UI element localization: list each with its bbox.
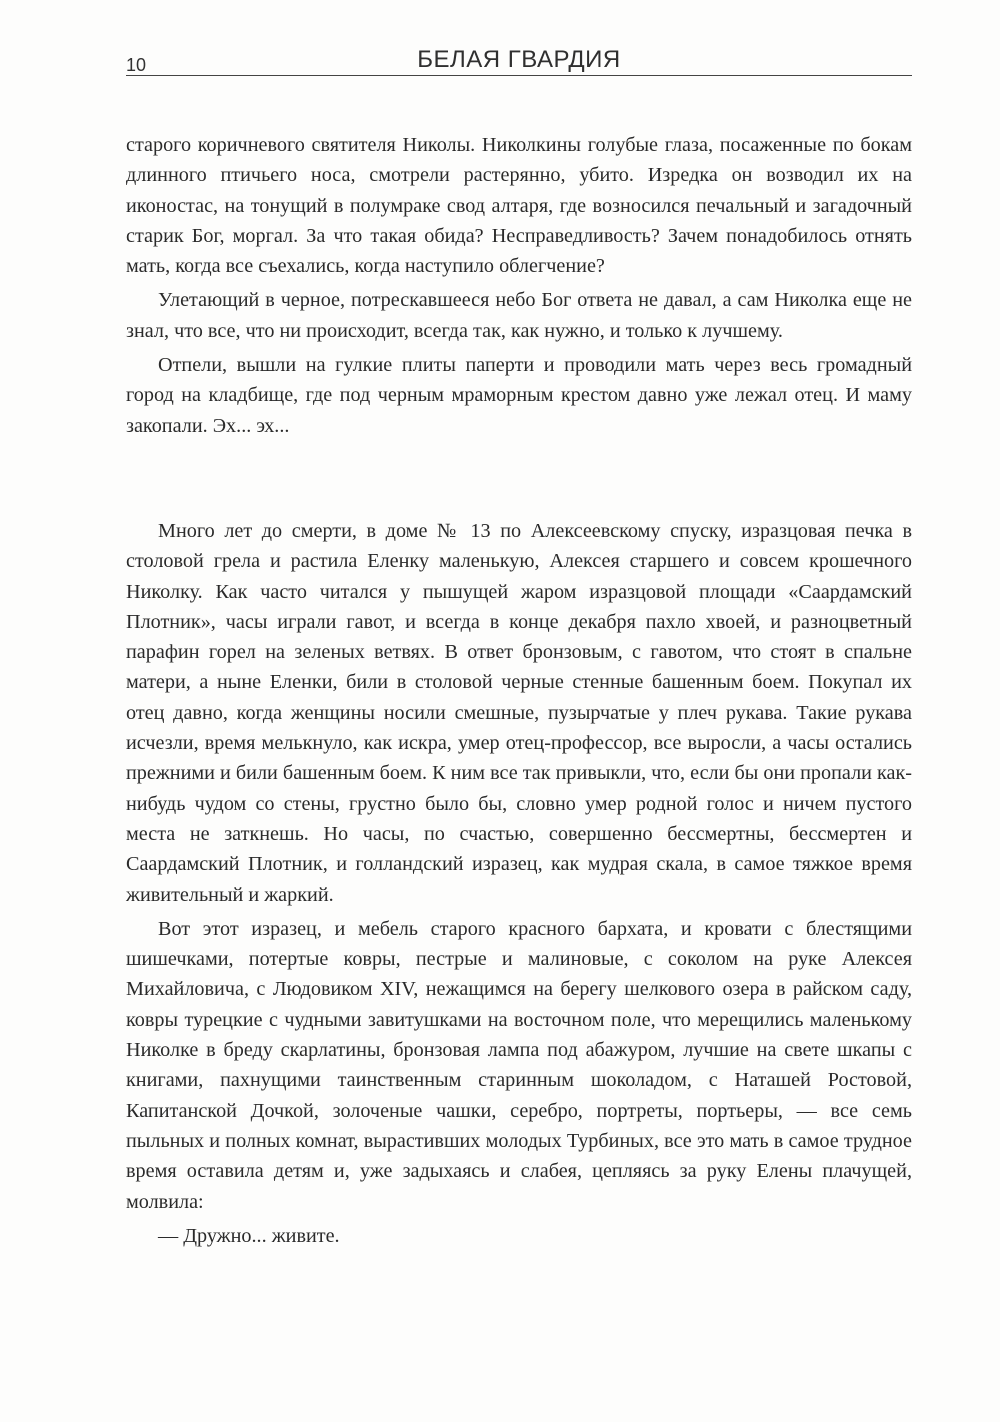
running-header xyxy=(126,38,912,80)
header-rule xyxy=(126,75,912,76)
text-block-funeral xyxy=(126,130,912,441)
paragraph-3: Отпели, вышли на гулкие плиты паперти и проводили мать через весь громадный город на кладбище, где под черным мраморным крестом давно уже лежал отец. И маму закопали. Эх... эх... xyxy=(126,354,912,437)
text-block-house xyxy=(126,516,912,1251)
paragraph-5: Вот этот изразец, и мебель старого красного бархата, и кровати с блестящими шишечками, потертые ковры, пестрые и малиновые, с соколом на руке Алексея Михайловича, с Людовиком XIV, нежащимся на берегу шелкового озера в райском саду, ковры турецкие с чудными завитушками на восточном поле, что мерещились маленькому Николке в бреду скарлатины, бронзовая лампа под абажуром, лучшие на свете шкапы с книгами, пахнущими таинственным старинным шоколадом, с Наташей Ростовой, Капитанской Дочкой, золоченые чашки, серебро, портреты, портьеры, — все семь пыльных и полных комнат, вырастивших молодых Турбиных, все это мать в самое трудное время оставила детям и, уже задыхаясь и слабея, цепляясь за руку Елены плачущей, молвила: xyxy=(126,917,912,1213)
paragraph-4: Много лет до смерти, в доме № 13 по Алексеевскому спуску, изразцовая печка в столовой грела и растила Еленку маленькую, Алексея старшего и совсем крошечного Николку. Как часто читался у пышущей жаром изразцовой площади «Саардамский Плотник», часы играли гавот, и всегда в конце декабря пахло хвоей, и разноцветный парафин горел на зеленых ветвях. В ответ бронзовым, с гавотом, что стоят в спальне матери, а ныне Еленки, били в столовой черные стенные башенным боем. Покупал их отец давно, когда женщины носили смешные, пузырчатые у плеч рукава. Такие рукава исчезли, время мелькнуло, как искра, умер отец-профессор, все выросли, а часы остались прежними и били башенным боем. К ним все так привыкли, что, если бы они пропали как-нибудь чудом со стены, грустно было бы, словно умер родной голос и ничем пустого места не заткнешь. Но часы, по счастью, совершенно бессмертны, бессмертен и Саардамский Плотник, и голландский изразец, как мудрая скала, в самое тяжкое время живительный и жаркий. xyxy=(126,520,912,906)
running-title: БЕЛАЯ ГВАРДИЯ xyxy=(417,46,621,73)
paragraph-1: старого коричневого святителя Николы. Николкины голубые глаза, посаженные по бокам длинного птичьего носа, смотрели растерянно, убито. Изредка он возводил их на иконостас, на тонущий в полумраке свод алтаря, где возносился печальный и загадочный старик Бог, моргал. За что такая обида? Несправедливость? Зачем понадобилось отнять мать, когда все съехались, когда наступило облегчение? xyxy=(126,134,912,278)
page-number: 10 xyxy=(126,55,147,75)
paragraph-2: Улетающий в черное, потрескавшееся небо Бог ответа не давал, а сам Николка еще не знал, что все, что ни происходит, всегда так, как нужно, и только к лучшему. xyxy=(126,289,912,342)
paragraph-6: — Дружно... живите. xyxy=(158,1224,340,1247)
